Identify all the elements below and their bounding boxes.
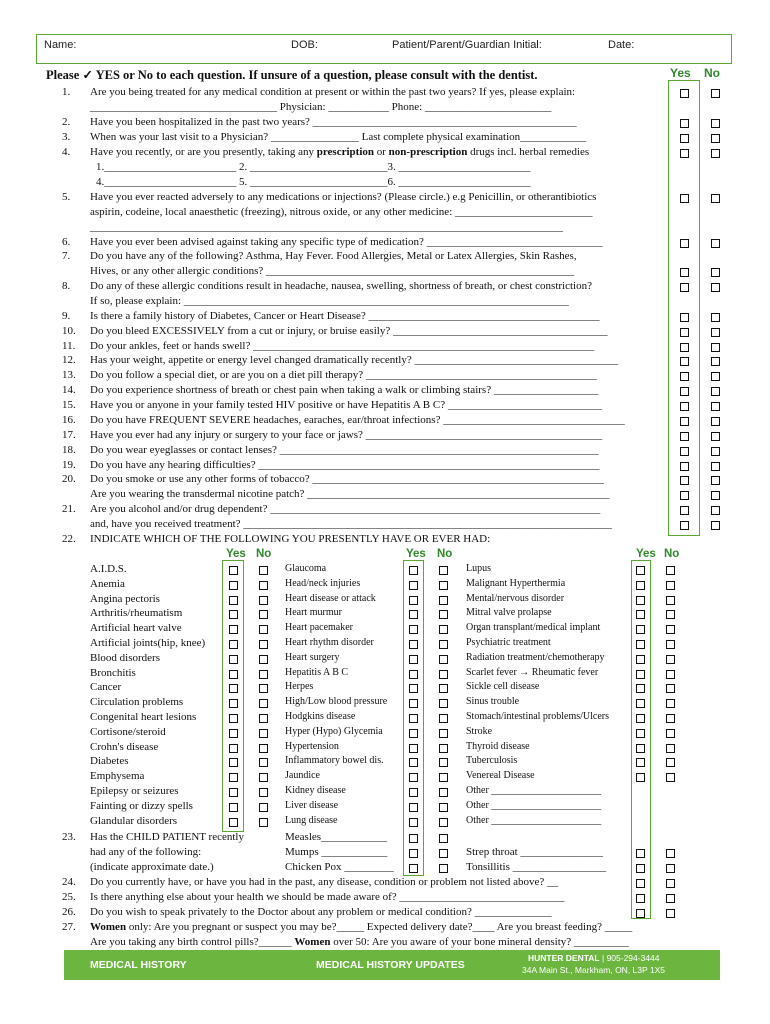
yes-header-col1: Yes xyxy=(226,548,246,560)
no-checkbox[interactable] xyxy=(711,343,720,352)
yes-checkbox[interactable] xyxy=(229,758,238,767)
yes-checkbox[interactable] xyxy=(229,640,238,649)
no-checkbox[interactable] xyxy=(711,447,720,456)
no-header-col3: No xyxy=(664,548,680,560)
footer-medical-history: MEDICAL HISTORY xyxy=(90,959,187,971)
yes-checkbox[interactable] xyxy=(409,758,418,767)
yes-checkbox[interactable] xyxy=(409,684,418,693)
condition-label: Herpes xyxy=(285,681,314,693)
condition-label: Bronchitis xyxy=(90,666,136,679)
no-checkbox[interactable] xyxy=(259,670,268,679)
no-checkbox[interactable] xyxy=(711,313,720,322)
yes-checkbox[interactable] xyxy=(409,788,418,797)
condition-label: Blood disorders xyxy=(90,651,160,664)
yes-checkbox[interactable] xyxy=(229,596,238,605)
condition-label: Lupus xyxy=(466,563,491,574)
no-checkbox[interactable] xyxy=(711,89,720,98)
no-checkbox[interactable] xyxy=(711,134,720,143)
name-label: Name: xyxy=(44,39,77,51)
no-checkbox[interactable] xyxy=(711,239,720,248)
no-checkbox[interactable] xyxy=(666,864,675,873)
yes-checkbox[interactable] xyxy=(636,744,645,753)
condition-label: Scarlet fever → Rheumatic fever xyxy=(466,666,599,678)
no-checkbox[interactable] xyxy=(711,462,720,471)
yes-checkbox[interactable] xyxy=(409,818,418,827)
yes-checkbox[interactable] xyxy=(409,744,418,753)
no-header: No xyxy=(704,66,720,80)
yes-checkbox[interactable] xyxy=(636,640,645,649)
no-checkbox[interactable] xyxy=(259,566,268,575)
no-checkbox[interactable] xyxy=(666,566,675,575)
condition-label: High/Low blood pressure xyxy=(285,696,388,708)
no-checkbox[interactable] xyxy=(439,610,448,619)
condition-label: Sickle cell disease xyxy=(466,681,540,693)
condition-label: A.I.D.S. xyxy=(90,563,127,575)
no-checkbox[interactable] xyxy=(666,596,675,605)
no-checkbox[interactable] xyxy=(259,773,268,782)
no-checkbox[interactable] xyxy=(711,149,720,158)
condition-label: Liver disease xyxy=(285,799,339,811)
yes-checkbox[interactable] xyxy=(636,894,645,903)
yes-checkbox[interactable] xyxy=(409,864,418,873)
no-checkbox[interactable] xyxy=(259,788,268,797)
condition-label: Sinus trouble xyxy=(466,696,520,708)
condition-label: Other ______________________ xyxy=(466,799,602,811)
yes-checkbox[interactable] xyxy=(229,670,238,679)
no-checkbox[interactable] xyxy=(711,357,720,366)
no-checkbox[interactable] xyxy=(259,699,268,708)
condition-label: Arthritis/rheumatism xyxy=(90,607,183,620)
condition-label: Malignant Hyperthermia xyxy=(466,577,566,589)
yes-checkbox[interactable] xyxy=(680,134,689,143)
yes-checkbox[interactable] xyxy=(229,714,238,723)
yes-checkbox[interactable] xyxy=(680,476,689,485)
yes-checkbox[interactable] xyxy=(636,655,645,664)
no-checkbox[interactable] xyxy=(439,788,448,797)
condition-label: Epilepsy or seizures xyxy=(90,785,179,797)
instructions: Please ✓ YES or No to each question. If unsure of a question, please consult with the dentist. xyxy=(46,68,538,82)
no-checkbox[interactable] xyxy=(711,476,720,485)
no-checkbox[interactable] xyxy=(439,714,448,723)
condition-label: Heart pacemaker xyxy=(285,622,354,634)
footer-brand: HUNTER DENTAL | 905-294-3444 xyxy=(528,953,660,963)
yes-checkbox[interactable] xyxy=(409,803,418,812)
yes-checkbox[interactable] xyxy=(636,699,645,708)
yes-checkbox[interactable] xyxy=(636,909,645,918)
condition-label: Heart rhythm disorder xyxy=(285,637,374,648)
no-checkbox[interactable] xyxy=(259,596,268,605)
yes-checkbox[interactable] xyxy=(636,729,645,738)
condition-label: Heart disease or attack xyxy=(285,592,376,604)
no-checkbox[interactable] xyxy=(439,834,448,843)
no-checkbox[interactable] xyxy=(711,119,720,128)
condition-label: Stomach/intestinal problems/Ulcers xyxy=(466,711,610,722)
yes-checkbox[interactable] xyxy=(409,834,418,843)
condition-label: Glaucoma xyxy=(285,563,327,574)
yes-checkbox[interactable] xyxy=(409,655,418,664)
no-checkbox[interactable] xyxy=(711,417,720,426)
no-checkbox[interactable] xyxy=(666,849,675,858)
condition-label: Radiation treatment/chemotherapy xyxy=(466,651,605,663)
condition-label: Artificial joints(hip, knee) xyxy=(90,637,206,649)
condition-label: Psychiatric treatment xyxy=(466,637,551,648)
condition-label: Glandular disorders xyxy=(90,814,178,827)
yes-checkbox[interactable] xyxy=(680,283,689,292)
yes-checkbox[interactable] xyxy=(636,581,645,590)
yes-checkbox[interactable] xyxy=(229,699,238,708)
no-checkbox[interactable] xyxy=(259,744,268,753)
no-checkbox[interactable] xyxy=(711,328,720,337)
yes-checkbox[interactable] xyxy=(680,402,689,411)
yes-checkbox[interactable] xyxy=(636,670,645,679)
yes-header: Yes xyxy=(670,66,691,80)
yes-checkbox[interactable] xyxy=(229,744,238,753)
no-checkbox[interactable] xyxy=(711,387,720,396)
yes-checkbox[interactable] xyxy=(636,879,645,888)
yes-checkbox[interactable] xyxy=(409,729,418,738)
no-checkbox[interactable] xyxy=(666,625,675,634)
no-checkbox[interactable] xyxy=(666,640,675,649)
no-checkbox[interactable] xyxy=(711,402,720,411)
no-checkbox[interactable] xyxy=(439,625,448,634)
yes-checkbox[interactable] xyxy=(680,149,689,158)
no-checkbox[interactable] xyxy=(439,670,448,679)
yes-checkbox[interactable] xyxy=(636,773,645,782)
yes-checkbox[interactable] xyxy=(636,684,645,693)
check-icon: ✓ xyxy=(82,68,93,82)
no-checkbox[interactable] xyxy=(259,729,268,738)
yes-checkbox[interactable] xyxy=(680,89,689,98)
yes-checkbox[interactable] xyxy=(636,758,645,767)
no-checkbox[interactable] xyxy=(666,879,675,888)
condition-label: Angina pectoris xyxy=(90,592,160,605)
no-checkbox[interactable] xyxy=(666,699,675,708)
no-checkbox[interactable] xyxy=(666,744,675,753)
yes-checkbox[interactable] xyxy=(680,491,689,500)
condition-label: Heart surgery xyxy=(285,651,340,663)
yes-checkbox[interactable] xyxy=(680,328,689,337)
yes-checkbox[interactable] xyxy=(636,849,645,858)
condition-label: Mental/nervous disorder xyxy=(466,592,565,604)
condition-label: Other ______________________ xyxy=(466,785,602,796)
condition-label: Crohn's disease xyxy=(90,740,159,753)
condition-label: Diabetes xyxy=(90,755,129,768)
yes-checkbox[interactable] xyxy=(680,194,689,203)
no-checkbox[interactable] xyxy=(439,773,448,782)
no-checkbox[interactable] xyxy=(439,729,448,738)
dob-label: DOB: xyxy=(291,39,318,51)
no-checkbox[interactable] xyxy=(666,909,675,918)
no-checkbox[interactable] xyxy=(711,491,720,500)
yes-checkbox[interactable] xyxy=(680,417,689,426)
no-checkbox[interactable] xyxy=(439,803,448,812)
footer-address: 34A Main St., Markham, ON, L3P 1X5 xyxy=(522,965,665,975)
no-checkbox[interactable] xyxy=(259,758,268,767)
no-checkbox[interactable] xyxy=(439,864,448,873)
yes-checkbox[interactable] xyxy=(409,625,418,634)
yes-checkbox[interactable] xyxy=(229,684,238,693)
yes-checkbox[interactable] xyxy=(409,714,418,723)
yes-checkbox[interactable] xyxy=(229,803,238,812)
yes-checkbox[interactable] xyxy=(636,864,645,873)
condition-label: Cortisone/steroid xyxy=(90,725,166,738)
condition-label: Emphysema xyxy=(90,770,145,783)
no-checkbox[interactable] xyxy=(259,625,268,634)
yes-checkbox[interactable] xyxy=(409,640,418,649)
no-checkbox[interactable] xyxy=(259,803,268,812)
condition-label: Mitral valve prolapse xyxy=(466,607,552,619)
no-checkbox[interactable] xyxy=(259,640,268,649)
no-checkbox[interactable] xyxy=(259,655,268,664)
no-checkbox[interactable] xyxy=(711,521,720,530)
no-checkbox[interactable] xyxy=(439,744,448,753)
condition-label: Cancer xyxy=(90,681,122,694)
condition-label: Artificial heart valve xyxy=(90,622,182,635)
yes-checkbox[interactable] xyxy=(229,581,238,590)
no-checkbox[interactable] xyxy=(666,670,675,679)
yes-checkbox[interactable] xyxy=(680,119,689,128)
condition-label: Head/neck injuries xyxy=(285,577,361,589)
yes-checkbox[interactable] xyxy=(409,581,418,590)
yes-checkbox[interactable] xyxy=(636,714,645,723)
no-checkbox[interactable] xyxy=(711,506,720,515)
condition-label: Hyper (Hypo) Glycemia xyxy=(285,725,383,737)
yes-checkbox[interactable] xyxy=(229,625,238,634)
yes-checkbox[interactable] xyxy=(680,447,689,456)
condition-label: Hodgkins disease xyxy=(285,711,356,722)
no-checkbox[interactable] xyxy=(259,684,268,693)
condition-label: Fainting or dizzy spells xyxy=(90,799,193,812)
no-checkbox[interactable] xyxy=(439,699,448,708)
condition-label: Congenital heart lesions xyxy=(90,711,197,723)
condition-label: Other ______________________ xyxy=(466,814,602,826)
yes-checkbox[interactable] xyxy=(409,670,418,679)
yes-checkbox[interactable] xyxy=(680,432,689,441)
condition-label: Thyroid disease xyxy=(466,740,530,752)
yes-checkbox[interactable] xyxy=(636,625,645,634)
condition-label: Venereal Disease xyxy=(466,770,535,782)
condition-label: Tuberculosis xyxy=(466,755,518,767)
yes-checkbox[interactable] xyxy=(229,729,238,738)
no-checkbox[interactable] xyxy=(439,640,448,649)
no-checkbox[interactable] xyxy=(439,849,448,858)
no-checkbox[interactable] xyxy=(711,268,720,277)
footer-updates: MEDICAL HISTORY UPDATES xyxy=(316,959,465,971)
no-checkbox[interactable] xyxy=(439,684,448,693)
no-checkbox[interactable] xyxy=(259,581,268,590)
no-checkbox[interactable] xyxy=(439,655,448,664)
no-checkbox[interactable] xyxy=(666,684,675,693)
condition-label: Stroke xyxy=(466,725,493,737)
no-checkbox[interactable] xyxy=(666,758,675,767)
no-checkbox[interactable] xyxy=(711,372,720,381)
condition-label: Hypertension xyxy=(285,740,339,752)
condition-label: Heart murmur xyxy=(285,607,342,619)
yes-checkbox[interactable] xyxy=(229,788,238,797)
no-checkbox[interactable] xyxy=(259,818,268,827)
no-header-col1: No xyxy=(256,548,272,560)
yes-checkbox[interactable] xyxy=(680,313,689,322)
yes-checkbox[interactable] xyxy=(409,773,418,782)
yes-checkbox[interactable] xyxy=(636,610,645,619)
no-checkbox[interactable] xyxy=(711,194,720,203)
no-checkbox[interactable] xyxy=(439,581,448,590)
no-checkbox[interactable] xyxy=(259,610,268,619)
yes-checkbox[interactable] xyxy=(636,566,645,575)
no-checkbox[interactable] xyxy=(666,581,675,590)
no-checkbox[interactable] xyxy=(666,610,675,619)
condition-label: Kidney disease xyxy=(285,785,346,796)
no-checkbox[interactable] xyxy=(666,894,675,903)
no-checkbox[interactable] xyxy=(439,818,448,827)
no-checkbox[interactable] xyxy=(666,714,675,723)
initial-label: Patient/Parent/Guardian Initial: xyxy=(392,39,542,51)
condition-label: Organ transplant/medical implant xyxy=(466,622,601,634)
no-checkbox[interactable] xyxy=(439,566,448,575)
yes-checkbox[interactable] xyxy=(229,773,238,782)
yes-checkbox[interactable] xyxy=(229,818,238,827)
condition-label: Lung disease xyxy=(285,814,338,826)
no-checkbox[interactable] xyxy=(259,714,268,723)
no-checkbox[interactable] xyxy=(439,596,448,605)
yes-checkbox[interactable] xyxy=(680,372,689,381)
yes-checkbox[interactable] xyxy=(409,610,418,619)
no-checkbox[interactable] xyxy=(666,773,675,782)
no-checkbox[interactable] xyxy=(711,432,720,441)
yes-checkbox[interactable] xyxy=(680,239,689,248)
yes-checkbox[interactable] xyxy=(680,343,689,352)
yes-checkbox[interactable] xyxy=(680,387,689,396)
condition-label: Jaundice xyxy=(285,770,320,782)
yes-checkbox[interactable] xyxy=(680,268,689,277)
no-checkbox[interactable] xyxy=(439,758,448,767)
condition-label: Circulation problems xyxy=(90,696,184,709)
yes-checkbox[interactable] xyxy=(229,610,238,619)
yes-checkbox[interactable] xyxy=(636,596,645,605)
yes-checkbox[interactable] xyxy=(229,655,238,664)
no-checkbox[interactable] xyxy=(711,283,720,292)
yes-checkbox[interactable] xyxy=(680,506,689,515)
yes-checkbox[interactable] xyxy=(680,357,689,366)
condition-label: Inflammatory bowel dis. xyxy=(285,755,384,767)
yes-checkbox[interactable] xyxy=(409,699,418,708)
no-checkbox[interactable] xyxy=(666,729,675,738)
yes-header-col3: Yes xyxy=(636,548,656,560)
yes-header-col2: Yes xyxy=(406,548,426,560)
yes-checkbox[interactable] xyxy=(229,566,238,575)
condition-label: Hepatitis A B C xyxy=(285,666,349,678)
yes-checkbox[interactable] xyxy=(680,462,689,471)
no-checkbox[interactable] xyxy=(666,655,675,664)
date-label: Date: xyxy=(608,39,635,51)
yes-checkbox[interactable] xyxy=(409,596,418,605)
condition-label: Anemia xyxy=(90,577,125,590)
yes-checkbox[interactable] xyxy=(409,566,418,575)
yes-checkbox[interactable] xyxy=(409,849,418,858)
yes-checkbox[interactable] xyxy=(680,521,689,530)
no-header-col2: No xyxy=(437,548,453,560)
